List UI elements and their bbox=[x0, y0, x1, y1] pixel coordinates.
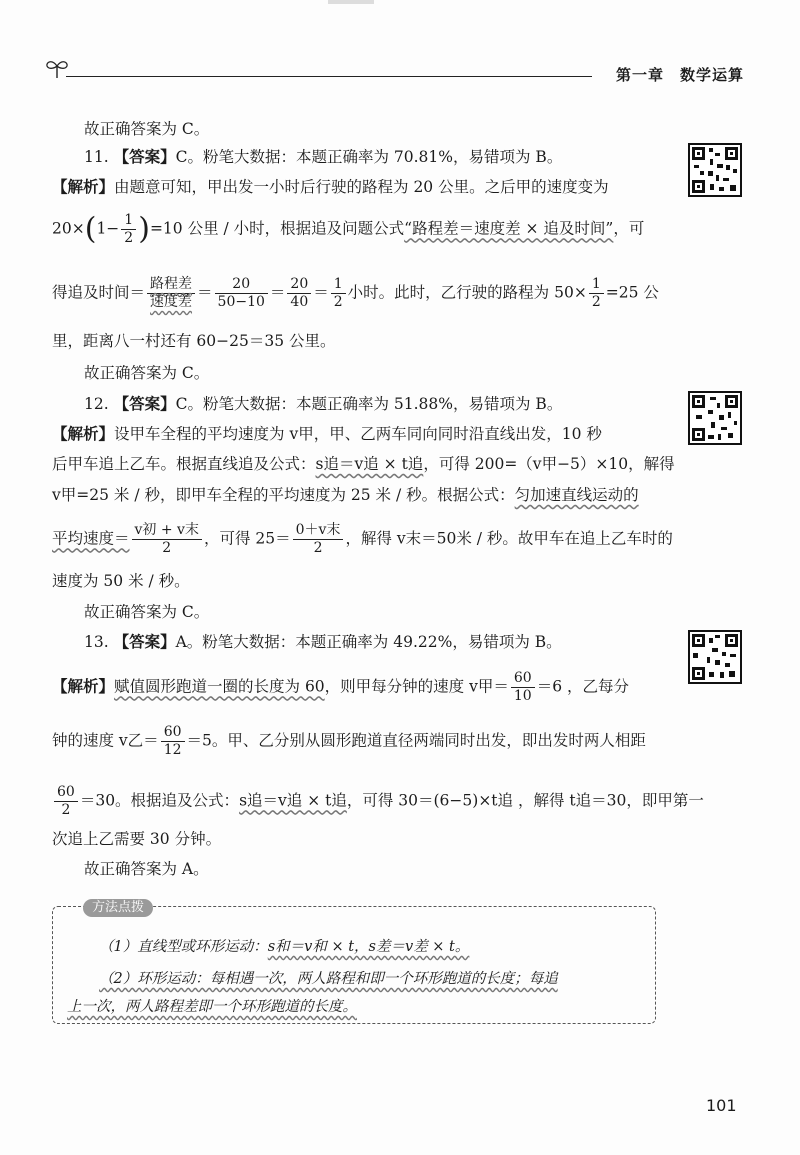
tip-line-1 bbox=[99, 935, 469, 956]
highlighted-formula: 赋值圆形跑道一圈的长度为 60 bbox=[114, 677, 325, 696]
analysis-text: ＝30。根据追及公式： bbox=[79, 791, 240, 810]
page-number: 101 bbox=[706, 1096, 737, 1115]
q13-answer bbox=[84, 631, 562, 653]
analysis-text: ，解得 v末＝50米 / 秒。故甲车在追上乙车时的 bbox=[345, 529, 673, 548]
formula-text: =10 公里 / 小时，根据追及问题公式 bbox=[149, 219, 405, 238]
method-tips-box bbox=[52, 900, 656, 1024]
qr-code-icon bbox=[690, 632, 740, 682]
fraction: $\frac{60}{12}$ bbox=[161, 724, 185, 759]
answer-tag: 【答案】 bbox=[113, 394, 176, 413]
fraction: $\frac{20}{50-10}$ bbox=[215, 276, 268, 311]
q13-analysis-4: 次追上乙需要 30 分钟。 bbox=[52, 830, 222, 848]
analysis-text: ＝5。甲、乙分别从圆形跑道直径两端同时出发，即出发时两人相距 bbox=[186, 731, 646, 750]
analysis-text: ，可得 30＝(6−5)×t追 ，解得 t追＝30，即甲第一 bbox=[346, 791, 704, 810]
q11-analysis-3: 得追及时间＝ $\frac{\text{路程差}}{\text{速度差}}$ ＝ $\frac{20}{50-10}$ ＝ $\frac{20}{40}$ ＝ $\frac{1}{2}$ 小时。此时，乙行驶的路程为 50× $\frac{1}{2}$ =25 公 bbox=[52, 276, 659, 310]
q12-answer bbox=[84, 393, 562, 415]
tips-tag: 方法点拨 bbox=[83, 899, 153, 917]
formula-text: 20× bbox=[52, 219, 85, 238]
fraction: $\frac{1}{2}$ bbox=[331, 276, 346, 311]
question-number: 11. bbox=[84, 148, 109, 166]
highlighted-formula: 匀加速直线运动的 bbox=[514, 486, 639, 504]
analysis-text: v甲=25 米 / 秒，即甲车全程的平均速度为 25 米 / 秒。根据公式： bbox=[52, 486, 515, 504]
answer-line: 故正确答案为 C。 bbox=[84, 120, 210, 138]
qr-code-icon bbox=[690, 145, 740, 195]
tip-line-2: （2）环形运动：每相遇一次，两人路程和即一个环形跑道的长度；每追 bbox=[99, 971, 558, 987]
fraction: $\frac{\text{路程差}}{\text{速度差}}$ bbox=[147, 276, 195, 311]
q11-analysis-2: 20×(1− $\frac{1}{2}$ )=10 公里 / 小时，根据追及问题公式“路程差＝速度差 × 追及时间”，可 bbox=[52, 211, 645, 247]
fraction: $\frac{60}{2}$ bbox=[54, 784, 78, 819]
analysis-text: ，可得 25＝ bbox=[203, 529, 291, 548]
highlighted-formula: “路程差＝速度差 × 追及时间” bbox=[404, 219, 614, 238]
answer-text: A。粉笔大数据：本题正确率为 49.22%，易错项为 B。 bbox=[175, 633, 562, 651]
answer-text: C。粉笔大数据：本题正确率为 70.81%，易错项为 B。 bbox=[175, 148, 563, 166]
scan-mark bbox=[328, 0, 374, 4]
page-header bbox=[44, 56, 744, 86]
answer-tag: 【答案】 bbox=[113, 632, 176, 651]
fraction: $\frac{1}{2}$ bbox=[121, 212, 136, 247]
fraction: $\frac{60}{10}$ bbox=[511, 670, 535, 705]
q11-answer bbox=[84, 146, 562, 168]
q12-analysis-1 bbox=[52, 423, 602, 445]
q13-analysis-2 bbox=[52, 724, 646, 759]
q13-analysis-3 bbox=[52, 784, 704, 819]
formula-text: 小时。此时，乙行驶的路程为 50× bbox=[347, 283, 587, 302]
q11-analysis-4: 里，距离八一村还有 60−25＝35 公里。 bbox=[52, 332, 336, 350]
analysis-tag: 【解析】 bbox=[52, 676, 115, 696]
answer-line: 故正确答案为 A。 bbox=[84, 860, 209, 878]
question-number: 13. bbox=[84, 633, 109, 651]
fraction: $\frac{1}{2}$ bbox=[589, 276, 604, 311]
analysis-text: ＝6 ，乙每分 bbox=[536, 677, 629, 696]
question-number: 12. bbox=[84, 395, 109, 413]
qr-code-q12[interactable] bbox=[688, 391, 742, 445]
q12-analysis-4 bbox=[52, 522, 673, 557]
fraction: $\frac{\text{v初 + v末}}{2}$ bbox=[132, 522, 202, 557]
highlighted-formula: s追＝v追 × t追 bbox=[315, 455, 424, 473]
sprout-icon bbox=[44, 56, 70, 82]
analysis-text: 后甲车追上乙车。根据直线追及公式： bbox=[52, 455, 316, 473]
qr-code-q13[interactable] bbox=[688, 630, 742, 684]
analysis-tag: 【解析】 bbox=[52, 177, 115, 196]
highlighted-formula: 平均速度＝ bbox=[52, 529, 130, 548]
fraction: $\frac{20}{40}$ bbox=[287, 276, 311, 311]
header-rule bbox=[66, 76, 592, 77]
analysis-text: 由题意可知，甲出发一小时后行驶的路程为 20 公里。之后甲的速度变为 bbox=[114, 178, 609, 196]
qr-code-q11[interactable] bbox=[688, 143, 742, 197]
answer-line: 故正确答案为 C。 bbox=[84, 603, 210, 621]
analysis-text: ，可得 200=（v甲−5）×10，解得 bbox=[423, 455, 675, 473]
q11-analysis-1 bbox=[52, 176, 609, 198]
formula-text: ，可 bbox=[613, 219, 645, 238]
answer-text: C。粉笔大数据：本题正确率为 51.88%，易错项为 B。 bbox=[175, 395, 563, 413]
formula-text: 1− bbox=[96, 219, 120, 238]
tip-text: （1）直线型或环形运动： bbox=[99, 939, 268, 955]
formula-text: 得追及时间＝ bbox=[52, 283, 146, 302]
q12-analysis-2 bbox=[52, 453, 675, 475]
answer-line: 故正确答案为 C。 bbox=[84, 364, 210, 382]
analysis-tag: 【解析】 bbox=[52, 424, 115, 443]
q13-analysis-1 bbox=[52, 670, 629, 705]
chapter-title: 第一章 数学运算 bbox=[615, 66, 744, 84]
analysis-text: 钟的速度 v乙＝ bbox=[52, 731, 159, 750]
highlighted-formula: s追＝v追 × t追 bbox=[239, 791, 347, 810]
q12-analysis-3 bbox=[52, 484, 639, 506]
tip-formula: s和＝v和 × t，s差＝v差 × t。 bbox=[267, 939, 470, 955]
analysis-text: ，则甲每分钟的速度 v甲＝ bbox=[324, 677, 509, 696]
fraction: $\frac{\text{0＋v末}}{2}$ bbox=[293, 522, 344, 557]
tip-line-3: 上一次，两人路程差即一个环形跑道的长度。 bbox=[67, 999, 357, 1015]
q12-analysis-5: 速度为 50 米 / 秒。 bbox=[52, 572, 190, 590]
formula-text: =25 公 bbox=[605, 283, 659, 302]
analysis-text: 设甲车全程的平均速度为 v甲，甲、乙两车同向同时沿直线出发，10 秒 bbox=[114, 425, 602, 443]
answer-tag: 【答案】 bbox=[113, 147, 176, 166]
qr-code-icon bbox=[690, 393, 740, 443]
